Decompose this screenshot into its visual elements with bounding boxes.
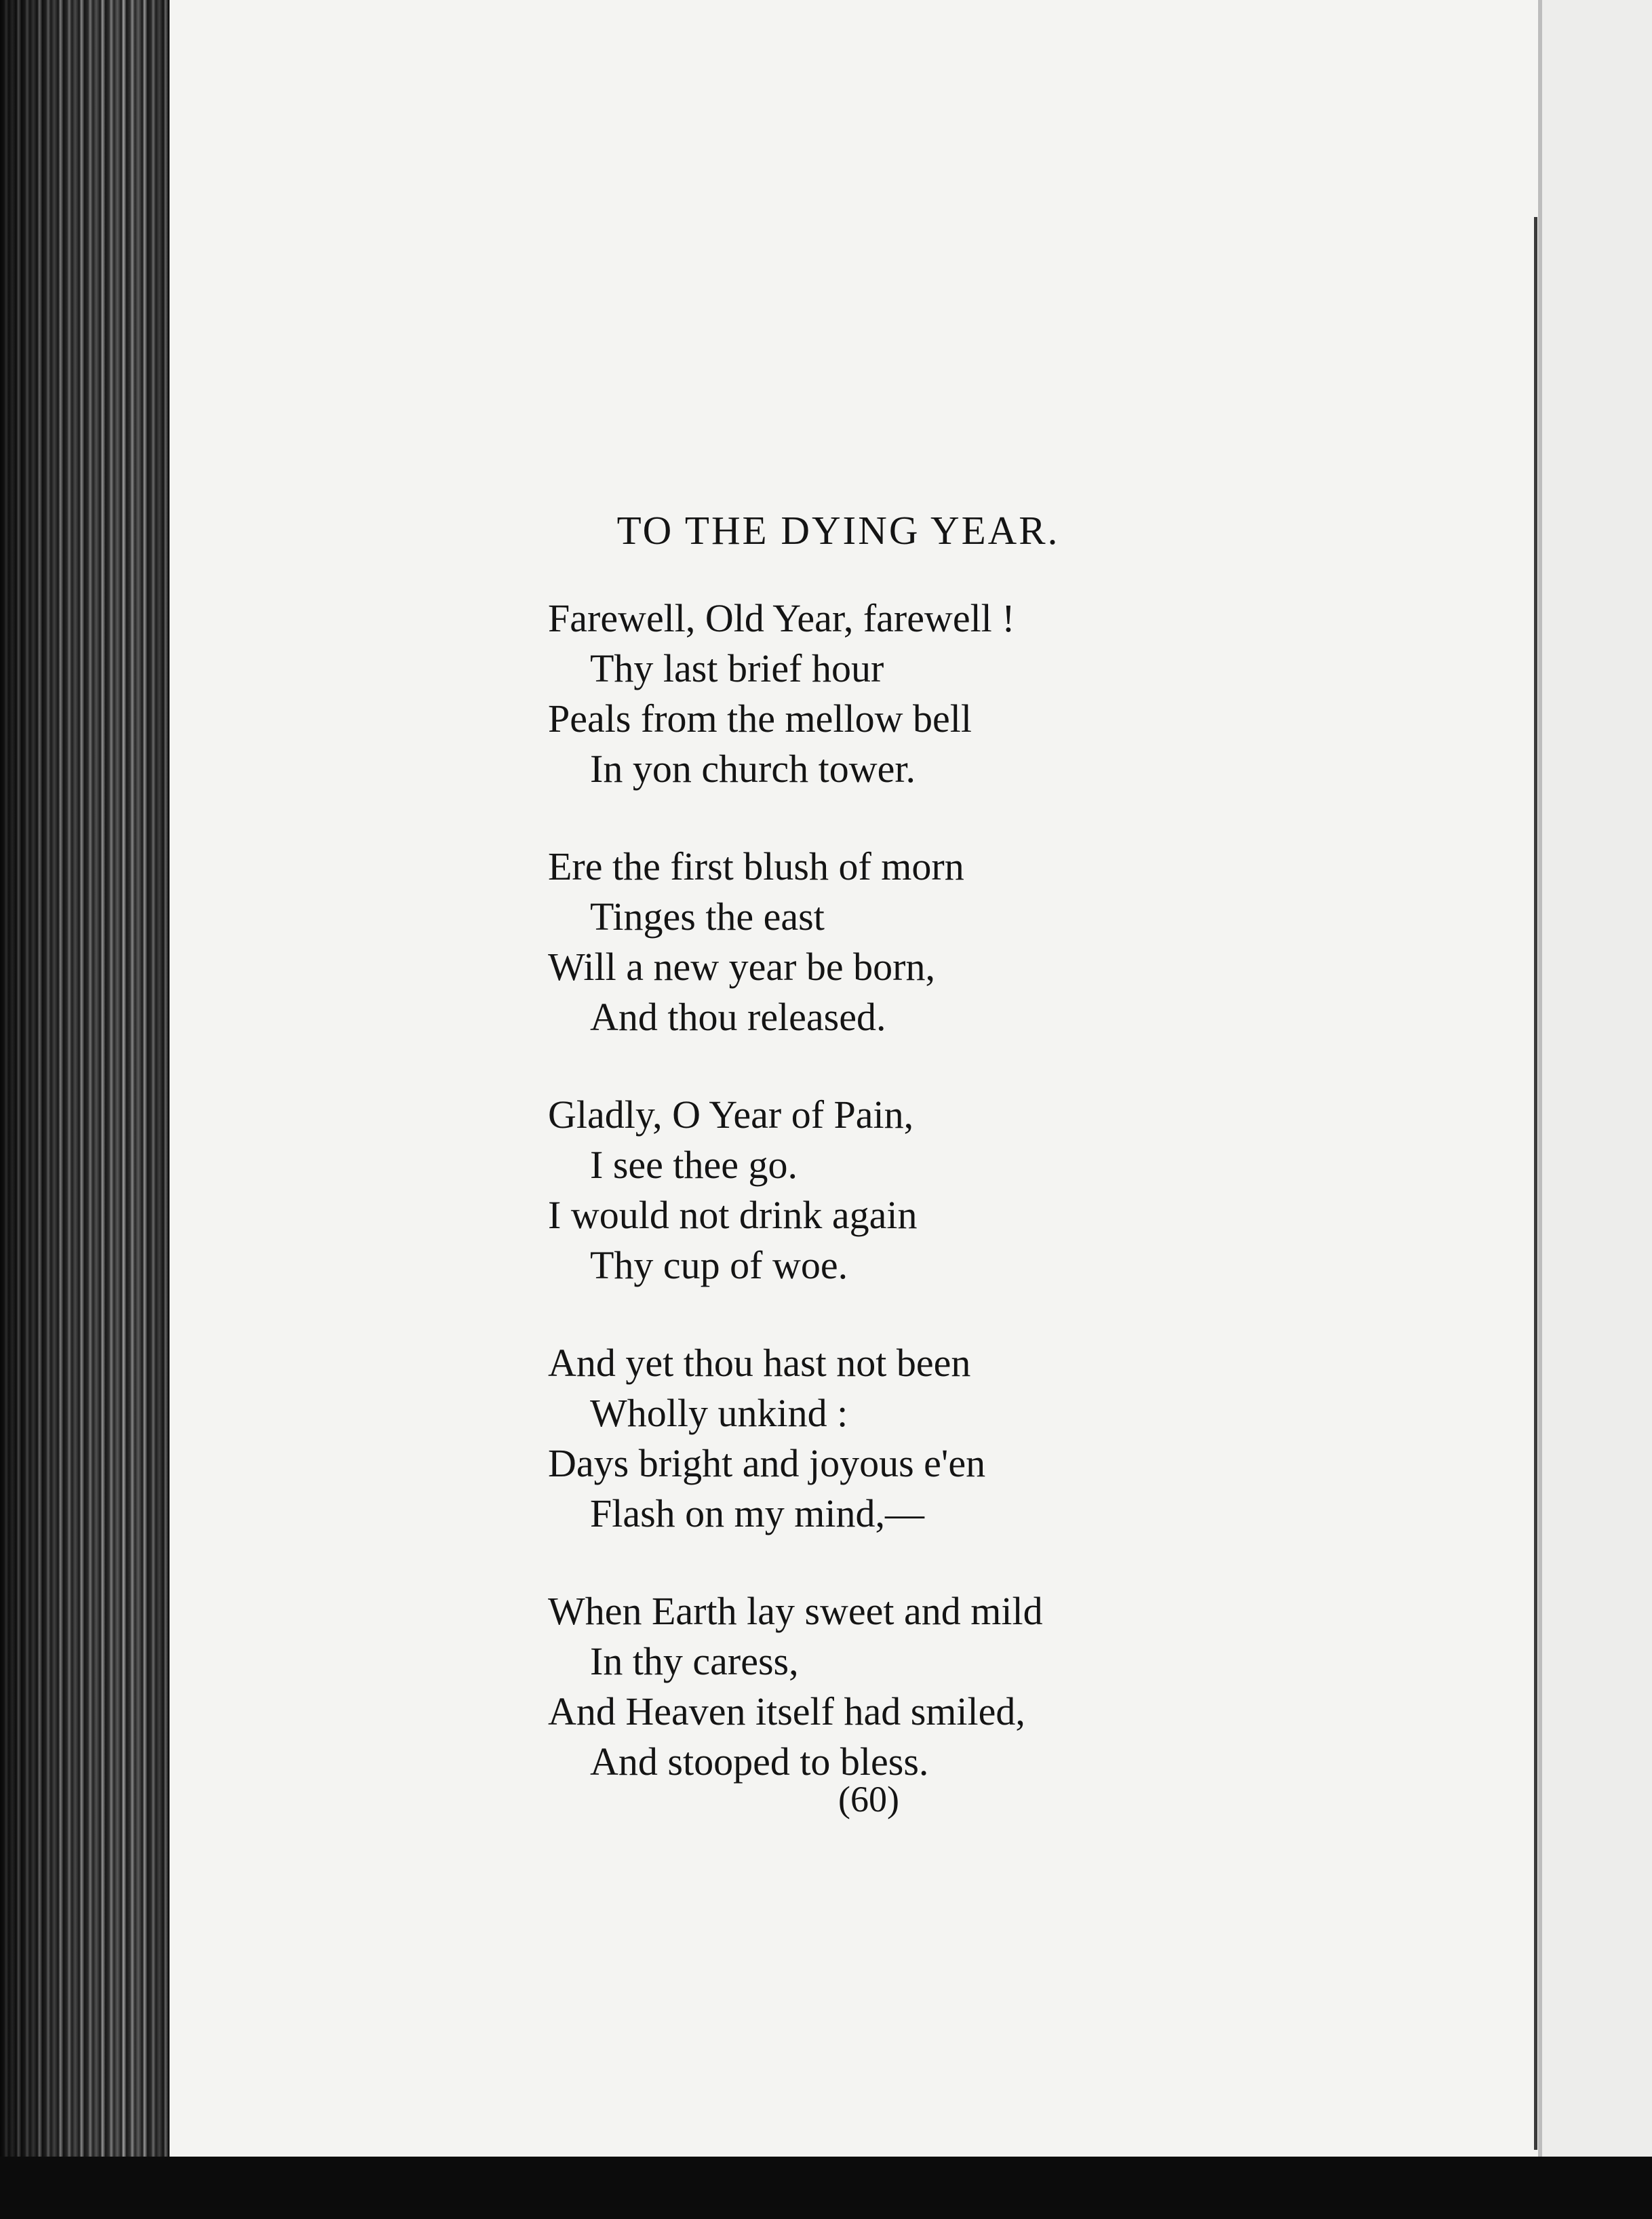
poem-line: And thou released. xyxy=(590,995,886,1039)
poem-line: Farewell, Old Year, farewell ! xyxy=(548,596,1015,640)
poem-line: When Earth lay sweet and mild xyxy=(548,1589,1043,1633)
poem-line: Gladly, O Year of Pain, xyxy=(548,1093,914,1137)
poem-line: And Heaven itself had smiled, xyxy=(548,1689,1025,1733)
spine-shadow xyxy=(0,0,170,2219)
poem-line: I see thee go. xyxy=(590,1143,798,1187)
stanza xyxy=(548,1338,1430,1539)
stanza xyxy=(548,593,1430,794)
page-number: (60) xyxy=(838,1779,899,1820)
poem-line: Thy last brief hour xyxy=(590,646,884,690)
stanza xyxy=(548,1586,1430,1787)
stanza xyxy=(548,842,1430,1042)
poem-line: Thy cup of woe. xyxy=(590,1243,848,1287)
poem-line: And yet thou hast not been xyxy=(548,1341,971,1385)
poem-body xyxy=(548,593,1430,1834)
poem-line: In yon church tower. xyxy=(590,747,916,791)
scan-border-bottom xyxy=(0,2157,1652,2219)
poem-line: In thy caress, xyxy=(590,1639,799,1683)
facing-page-edge xyxy=(1538,0,1652,2163)
poem-line: Tinges the east xyxy=(590,895,825,939)
poem-title: TO THE DYING YEAR. xyxy=(616,508,1060,553)
poem-line: I would not drink again xyxy=(548,1193,918,1237)
poem-line: Peals from the mellow bell xyxy=(548,696,972,741)
poem-line: And stooped to bless. xyxy=(590,1740,929,1784)
poem-line: Ere the first blush of morn xyxy=(548,844,964,888)
poem-line: Will a new year be born, xyxy=(548,945,935,989)
poem-line: Flash on my mind,— xyxy=(590,1491,925,1535)
poem-line: Days bright and joyous e'en xyxy=(548,1441,986,1485)
poem-line: Wholly unkind : xyxy=(590,1391,848,1435)
stanza xyxy=(548,1090,1430,1291)
